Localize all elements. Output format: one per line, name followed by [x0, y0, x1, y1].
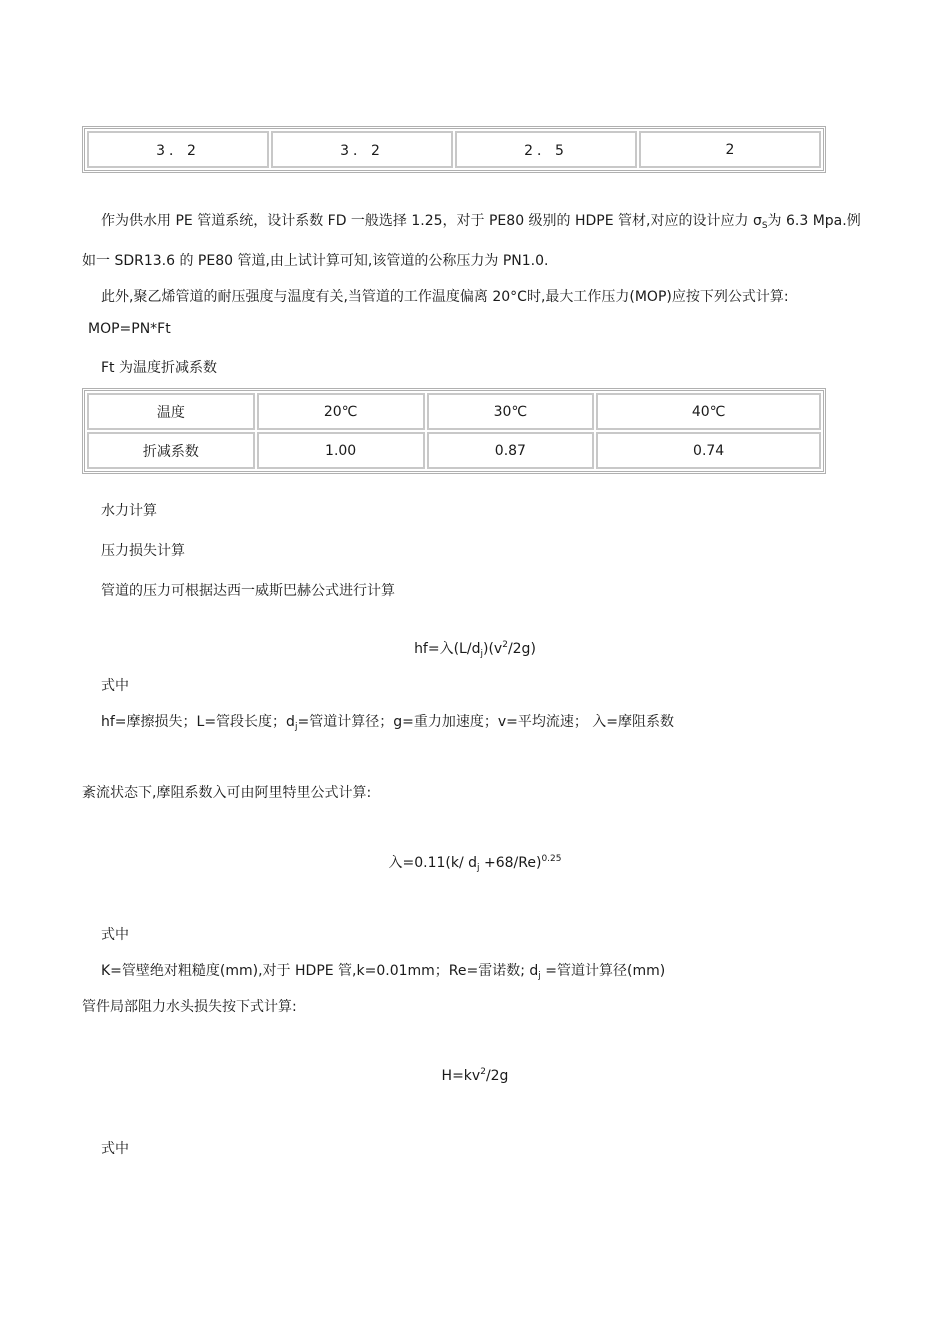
text-segment: K=管壁绝对粗糙度(mm),对于 HDPE 管,k=0.01mm；Re=雷诺数; d: [101, 963, 539, 979]
formula-hf: [0, 638, 950, 659]
text-segment: +68/Re): [479, 855, 542, 871]
formula-lambda: [0, 852, 950, 873]
text-segment: =管道计算径(mm): [540, 963, 666, 979]
subscript: j: [477, 863, 480, 873]
ft-description: Ft 为温度折减系数: [101, 360, 217, 376]
local-loss-intro: 管件局部阻力水头损失按下式计算:: [82, 999, 297, 1015]
text-segment: hf=摩擦损失；L=管段长度；d: [101, 714, 295, 730]
table-cell: 温度: [87, 393, 255, 430]
subscript: S: [761, 221, 768, 231]
formula-mop: MOP=PN*Ft: [88, 321, 171, 337]
text-segment: hf=入(L/d: [414, 641, 481, 657]
paragraph-design-factor-line1: [101, 210, 861, 231]
definitions-lambda: [101, 960, 665, 981]
darcy-intro: 管道的压力可根据达西一威斯巴赫公式进行计算: [101, 583, 395, 599]
text-segment: 作为供水用 PE 管道系统，设计系数 FD 一般选择 1.25，对于 PE80 级别的 HDPE 管材,对应的设计应力 σ: [101, 213, 762, 229]
paragraph-design-factor-line2: 如一 SDR13.6 的 PE80 管道,由上试计算可知,该管道的公称压力为 PN1.0.: [82, 253, 549, 269]
table-row: [87, 131, 821, 168]
heading-hydraulic-calculation: 水力计算: [101, 503, 157, 519]
superscript: 2: [480, 1067, 486, 1077]
table-cell: 30℃: [427, 393, 595, 430]
text-segment: =管道计算径；g=重力加速度；v=平均流速； 入=摩阻系数: [297, 714, 675, 730]
subscript: j: [480, 649, 483, 659]
temperature-reduction-table: [82, 388, 826, 474]
text-segment: /2g: [485, 1068, 509, 1084]
table-cell: 3．2: [87, 131, 269, 168]
table-row: [87, 393, 821, 430]
turbulent-intro: 紊流状态下,摩阻系数入可由阿里特里公式计算:: [82, 785, 372, 801]
table-cell: 3．2: [271, 131, 453, 168]
label-where: 式中: [101, 927, 129, 943]
paragraph-temperature-effect: 此外,聚乙烯管道的耐压强度与温度有关,当管道的工作温度偏离 20°C时,最大工作压力(MOP)应按下列公式计算:: [101, 289, 789, 305]
label-where: 式中: [101, 678, 129, 694]
formula-local-loss: [0, 1067, 950, 1084]
superscript: 2: [502, 640, 508, 650]
table-cell: 2: [639, 131, 821, 168]
table-cell: 0.74: [596, 432, 821, 469]
table-row: [87, 432, 821, 469]
definitions-hf: [101, 711, 674, 732]
text-segment: H=kv: [441, 1068, 481, 1084]
table-cell: 40℃: [596, 393, 821, 430]
table-cell: 2．5: [455, 131, 637, 168]
text-segment: 为 6.3 Mpa.例: [767, 213, 861, 229]
label-where: 式中: [101, 1141, 129, 1157]
text-segment: 入=0.11(k/ d: [388, 855, 478, 871]
table-cell: 20℃: [257, 393, 425, 430]
text-segment: /2g): [507, 641, 536, 657]
superscript: 0.25: [541, 854, 562, 864]
text-segment: )(v: [482, 641, 503, 657]
subscript: j: [294, 722, 298, 732]
table-cell: 折减系数: [87, 432, 255, 469]
subscript: j: [538, 971, 541, 981]
sdr-pressure-table: [82, 126, 826, 173]
heading-pressure-loss: 压力损失计算: [101, 543, 185, 559]
table-cell: 0.87: [427, 432, 595, 469]
table-cell: 1.00: [257, 432, 425, 469]
